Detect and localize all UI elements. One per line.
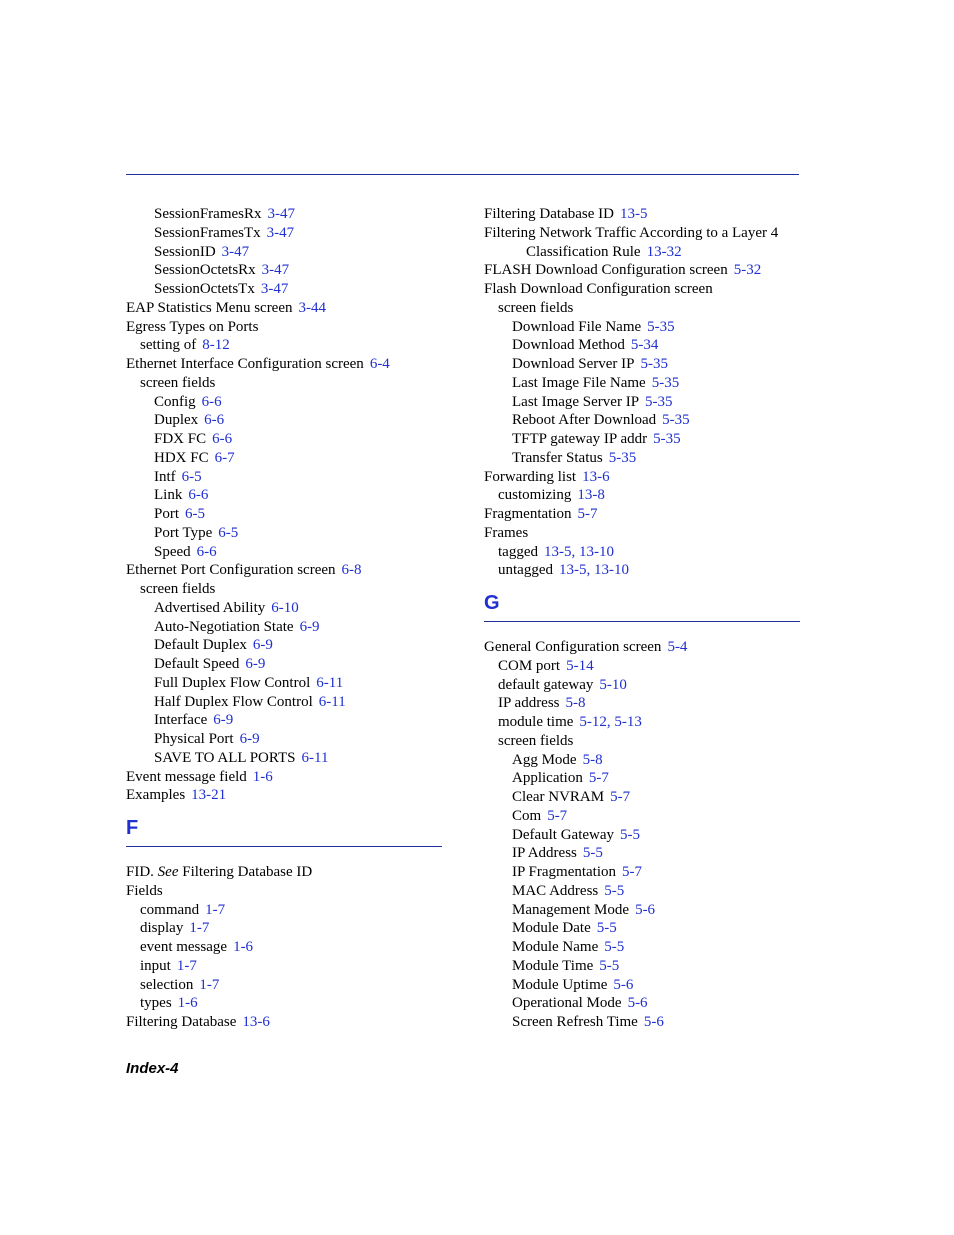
index-term: Physical Port <box>154 731 234 747</box>
index-term: Config <box>154 393 196 410</box>
index-entry <box>126 374 444 393</box>
index-term: Speed <box>154 543 191 560</box>
index-entry <box>484 826 800 845</box>
page-link[interactable]: 5-35 <box>651 374 680 391</box>
index-entry <box>126 919 444 938</box>
index-entry <box>484 486 800 505</box>
index-term: SessionOctetsRx <box>154 262 256 279</box>
index-term: Interface <box>154 712 208 729</box>
index-entry <box>126 318 444 337</box>
index-term: Com <box>512 807 542 824</box>
index-term: Frames <box>484 524 529 541</box>
index-term: Filtering Database ID <box>484 206 614 222</box>
index-term: FID. <box>126 864 154 880</box>
page-link[interactable]: 6-6 <box>201 393 222 410</box>
page-link[interactable]: 6-7 <box>214 449 235 466</box>
index-term: command <box>140 901 200 918</box>
page-link[interactable]: 13-5 <box>558 562 587 579</box>
index-entry <box>484 863 800 882</box>
page-link[interactable]: 1-7 <box>205 901 226 918</box>
index-entry <box>484 243 800 262</box>
page-link[interactable]: 5-5 <box>596 920 617 937</box>
page-link[interactable]: 5-8 <box>582 751 603 768</box>
index-term: Download Server IP <box>512 356 635 372</box>
index-term: module time <box>498 714 574 730</box>
page-link[interactable]: 1-6 <box>233 939 254 955</box>
section-heading-f <box>126 805 444 863</box>
page-link[interactable]: 8-12 <box>202 337 230 354</box>
index-term: input <box>140 957 171 974</box>
index-entry <box>484 694 800 713</box>
index-entry <box>484 919 800 938</box>
page-link[interactable]: 5-5 <box>604 939 625 955</box>
page-link[interactable]: 3-44 <box>298 299 327 316</box>
index-entry <box>484 261 800 280</box>
page-link[interactable]: 5-35 <box>640 356 668 372</box>
page-link[interactable]: 3-47 <box>267 206 296 222</box>
index-entry <box>484 468 800 487</box>
index-term: Application <box>512 770 583 787</box>
page-link[interactable]: 5-7 <box>547 807 568 824</box>
page-link[interactable]: 1-6 <box>177 995 198 1012</box>
index-entry <box>484 224 800 243</box>
page-link[interactable]: 13-10 <box>593 562 629 579</box>
index-term: Default Speed <box>154 656 240 672</box>
page-link[interactable]: 3-47 <box>260 281 289 297</box>
index-entry <box>126 674 444 693</box>
page-link[interactable]: 6-5 <box>218 524 239 541</box>
index-term: Half Duplex Flow Control <box>154 693 313 710</box>
index-entry <box>484 751 800 770</box>
index-term: screen fields <box>498 732 574 749</box>
index-entry <box>126 863 444 882</box>
index-term: FDX FC <box>154 431 207 447</box>
index-entry <box>126 580 444 599</box>
page-link[interactable]: 5-5 <box>582 845 603 862</box>
page-link[interactable]: 13-6 <box>582 468 610 485</box>
page-link[interactable]: 5-5 <box>620 826 641 843</box>
page-separator: , <box>586 562 594 579</box>
page-link[interactable]: 5-6 <box>627 995 648 1012</box>
page-link[interactable]: 5-32 <box>733 262 762 279</box>
index-entry <box>126 336 444 355</box>
index-term: SessionFramesTx <box>154 224 261 241</box>
page-link[interactable]: 13-32 <box>646 243 682 260</box>
page-link[interactable]: 13-21 <box>191 787 227 804</box>
index-entry <box>484 994 800 1013</box>
page-link[interactable]: 5-7 <box>622 864 643 880</box>
index-term: Management Mode <box>512 901 630 918</box>
page-footer: Index-4 <box>126 1060 179 1077</box>
index-term: Port Type <box>154 524 213 541</box>
index-term: Fields <box>126 882 163 899</box>
index-term: COM port <box>498 657 561 674</box>
index-term: IP address <box>498 695 560 712</box>
index-term: Last Image File Name <box>512 374 646 391</box>
index-entry <box>126 636 444 655</box>
index-entry <box>484 280 800 299</box>
page-link[interactable]: 13-5 <box>543 543 572 560</box>
page-link[interactable]: 6-11 <box>318 693 346 710</box>
index-entry <box>126 994 444 1013</box>
index-entry <box>126 599 444 618</box>
page-link[interactable]: 1-7 <box>176 957 197 974</box>
index-entry <box>484 938 800 957</box>
page-link[interactable]: 5-6 <box>613 976 634 993</box>
index-term: Module Date <box>512 920 591 937</box>
page-link[interactable]: 5-34 <box>630 337 659 354</box>
index-term: Intf <box>154 468 176 485</box>
index-term: HDX FC <box>154 449 209 466</box>
index-term: Agg Mode <box>512 751 577 768</box>
index-term: Flash Download Configuration screen <box>484 281 713 297</box>
see-reference-label: See <box>157 864 179 880</box>
index-entry <box>126 486 444 505</box>
index-entry <box>484 957 800 976</box>
index-term: IP Address <box>512 845 577 862</box>
index-entry <box>126 957 444 976</box>
page-link[interactable]: 5-4 <box>667 639 688 655</box>
index-term: tagged <box>498 543 538 560</box>
index-term: Download File Name <box>512 318 642 335</box>
page-link[interactable]: 3-47 <box>221 243 250 260</box>
section-rule <box>126 846 442 847</box>
index-term: default gateway <box>498 676 594 693</box>
index-entry <box>484 901 800 920</box>
page-link[interactable]: 5-13 <box>614 714 642 730</box>
index-entry <box>484 769 800 788</box>
index-term: Screen Refresh Time <box>512 1014 638 1030</box>
index-term: MAC Address <box>512 882 599 899</box>
page-link[interactable]: 6-9 <box>252 637 273 654</box>
index-entry <box>484 1013 800 1032</box>
section-letter: G <box>484 592 500 614</box>
index-entry <box>484 676 800 695</box>
page-link[interactable]: 6-5 <box>185 506 206 522</box>
index-term: Classification Rule <box>526 243 641 260</box>
page-link[interactable]: 6-9 <box>239 731 260 747</box>
index-term: Default Duplex <box>154 637 247 654</box>
page-link[interactable]: 5-5 <box>599 957 620 974</box>
page-link[interactable]: 3-47 <box>261 262 290 279</box>
index-entry <box>484 374 800 393</box>
page-link[interactable]: 6-4 <box>369 356 390 372</box>
index-term: Last Image Server IP <box>512 393 640 410</box>
index-term: Filtering Network Traffic According to a Layer 4 <box>484 224 779 241</box>
index-entry <box>126 711 444 730</box>
index-entry <box>126 786 444 805</box>
index-entry <box>126 882 444 901</box>
index-term: untagged <box>498 562 553 579</box>
index-entry <box>126 655 444 674</box>
page-link[interactable]: 5-7 <box>588 770 609 787</box>
index-entry <box>126 543 444 562</box>
index-entry <box>484 713 800 732</box>
index-entry <box>126 938 444 957</box>
index-term: Module Name <box>512 939 599 955</box>
index-entry <box>126 618 444 637</box>
page-link[interactable]: 5-8 <box>565 695 586 712</box>
index-entry <box>484 976 800 995</box>
see-reference-target: Filtering Database ID <box>182 864 313 880</box>
index-entry <box>484 318 800 337</box>
index-term: setting of <box>140 337 197 354</box>
index-term: customizing <box>498 487 572 504</box>
index-term: Port <box>154 506 180 522</box>
index-term: SessionID <box>154 243 216 260</box>
index-entry <box>126 524 444 543</box>
index-term: Ethernet Interface Configuration screen <box>126 356 364 372</box>
index-entry <box>484 299 800 318</box>
index-entry <box>484 844 800 863</box>
header-rule <box>126 174 799 175</box>
index-term: Fragmentation <box>484 506 572 522</box>
index-entry <box>126 299 444 318</box>
index-entry <box>126 205 444 224</box>
page-link[interactable]: 13-5 <box>619 206 648 222</box>
index-entry <box>126 243 444 262</box>
index-entry <box>484 411 800 430</box>
index-entry <box>484 336 800 355</box>
section-letter: F <box>126 817 139 839</box>
page-link[interactable]: 5-6 <box>635 901 656 918</box>
index-entry <box>126 468 444 487</box>
page-link[interactable]: 5-10 <box>599 676 627 693</box>
page-link[interactable]: 1-7 <box>189 920 210 937</box>
section-heading-g <box>484 580 800 638</box>
index-entry <box>126 261 444 280</box>
page-link[interactable]: 5-35 <box>645 393 673 410</box>
page-link[interactable]: 3-47 <box>266 224 295 241</box>
page-link[interactable]: 5-35 <box>653 431 681 447</box>
index-term: Transfer Status <box>512 449 603 466</box>
page-link[interactable]: 6-10 <box>271 599 299 616</box>
index-entry <box>126 561 444 580</box>
index-term: Auto-Negotiation State <box>154 618 294 635</box>
index-entry <box>484 732 800 751</box>
index-term: Examples <box>126 787 186 804</box>
index-entry <box>484 393 800 412</box>
page-link[interactable]: 6-8 <box>341 562 362 579</box>
index-term: Operational Mode <box>512 995 622 1012</box>
page-link[interactable]: 6-6 <box>212 431 233 447</box>
index-entry <box>126 730 444 749</box>
index-entry <box>484 657 800 676</box>
index-term: SAVE TO ALL PORTS <box>154 749 296 766</box>
page-link[interactable]: 6-9 <box>213 712 234 729</box>
index-column-right <box>484 205 800 1032</box>
index-term: Download Method <box>512 337 625 354</box>
index-entry <box>484 638 800 657</box>
page-link[interactable]: 6-6 <box>188 487 209 504</box>
page-link[interactable]: 5-6 <box>643 1014 664 1030</box>
page-link[interactable]: 13-6 <box>242 1014 270 1030</box>
index-term: screen fields <box>498 299 574 316</box>
index-entry <box>126 224 444 243</box>
index-term: screen fields <box>140 374 216 391</box>
index-term: Advertised Ability <box>154 599 266 616</box>
index-entry <box>484 205 800 224</box>
page-link[interactable]: 5-7 <box>610 789 631 805</box>
index-entry <box>484 505 800 524</box>
index-term: Clear NVRAM <box>512 789 605 805</box>
index-entry <box>484 807 800 826</box>
index-term: FLASH Download Configuration screen <box>484 262 728 279</box>
index-term: EAP Statistics Menu screen <box>126 299 293 316</box>
index-entry <box>126 280 444 299</box>
page-link[interactable]: 6-9 <box>245 656 266 672</box>
index-entry <box>484 561 800 580</box>
index-term: IP Fragmentation <box>512 864 617 880</box>
index-entry <box>126 901 444 920</box>
index-term: Forwarding list <box>484 468 577 485</box>
page-link[interactable]: 6-5 <box>181 468 202 485</box>
index-entry <box>126 1013 444 1032</box>
index-entry <box>126 693 444 712</box>
index-term: Default Gateway <box>512 826 615 843</box>
page-link[interactable]: 5-14 <box>566 657 594 674</box>
index-term: selection <box>140 976 194 993</box>
page-link[interactable]: 5-35 <box>647 318 675 335</box>
index-entry <box>484 355 800 374</box>
index-term: Link <box>154 487 183 504</box>
index-entry <box>126 505 444 524</box>
page-link[interactable]: 13-8 <box>577 487 605 504</box>
index-entry <box>484 524 800 543</box>
page-separator: , <box>571 543 579 560</box>
index-term: Ethernet Port Configuration screen <box>126 562 336 579</box>
index-term: TFTP gateway IP addr <box>512 431 648 447</box>
index-term: SessionOctetsTx <box>154 281 255 297</box>
index-entry <box>126 411 444 430</box>
index-entry <box>484 788 800 807</box>
index-entry <box>126 393 444 412</box>
page-link[interactable]: 5-7 <box>577 506 598 522</box>
index-column-left <box>126 205 444 1032</box>
index-term: Egress Types on Ports <box>126 318 259 335</box>
index-entry <box>126 449 444 468</box>
page-link[interactable]: 5-12 <box>579 714 607 730</box>
page-link[interactable]: 6-6 <box>196 543 217 560</box>
index-entry <box>126 355 444 374</box>
index-term: Module Time <box>512 957 594 974</box>
index-term: Full Duplex Flow Control <box>154 674 311 691</box>
index-entry <box>126 749 444 768</box>
index-entry <box>126 430 444 449</box>
index-term: Duplex <box>154 412 199 429</box>
page-link[interactable]: 13-10 <box>578 543 614 560</box>
index-term: Module Uptime <box>512 976 608 993</box>
page-separator: , <box>606 714 615 730</box>
index-entry <box>484 449 800 468</box>
page-link[interactable]: 6-9 <box>299 618 320 635</box>
section-rule <box>484 621 800 622</box>
index-term: screen fields <box>140 581 216 597</box>
index-entry <box>126 976 444 995</box>
index-term: General Configuration screen <box>484 639 662 655</box>
page-link[interactable]: 6-11 <box>301 749 329 766</box>
page-link[interactable]: 5-35 <box>662 412 690 429</box>
page-link[interactable]: 5-5 <box>604 882 625 899</box>
index-term: Filtering Database <box>126 1014 237 1030</box>
index-term: display <box>140 920 184 937</box>
index-entry <box>484 882 800 901</box>
index-entry <box>126 768 444 787</box>
index-term: SessionFramesRx <box>154 206 262 222</box>
page-link[interactable]: 1-7 <box>199 976 220 993</box>
index-term: Reboot After Download <box>512 412 657 429</box>
index-term: types <box>140 995 172 1012</box>
page-link[interactable]: 6-6 <box>204 412 225 429</box>
page-link[interactable]: 6-11 <box>316 674 344 691</box>
index-term: Event message field <box>126 768 247 785</box>
page-link[interactable]: 5-35 <box>608 449 637 466</box>
page-link[interactable]: 1-6 <box>252 768 273 785</box>
index-term: event message <box>140 939 228 955</box>
index-entry <box>484 543 800 562</box>
index-entry <box>484 430 800 449</box>
